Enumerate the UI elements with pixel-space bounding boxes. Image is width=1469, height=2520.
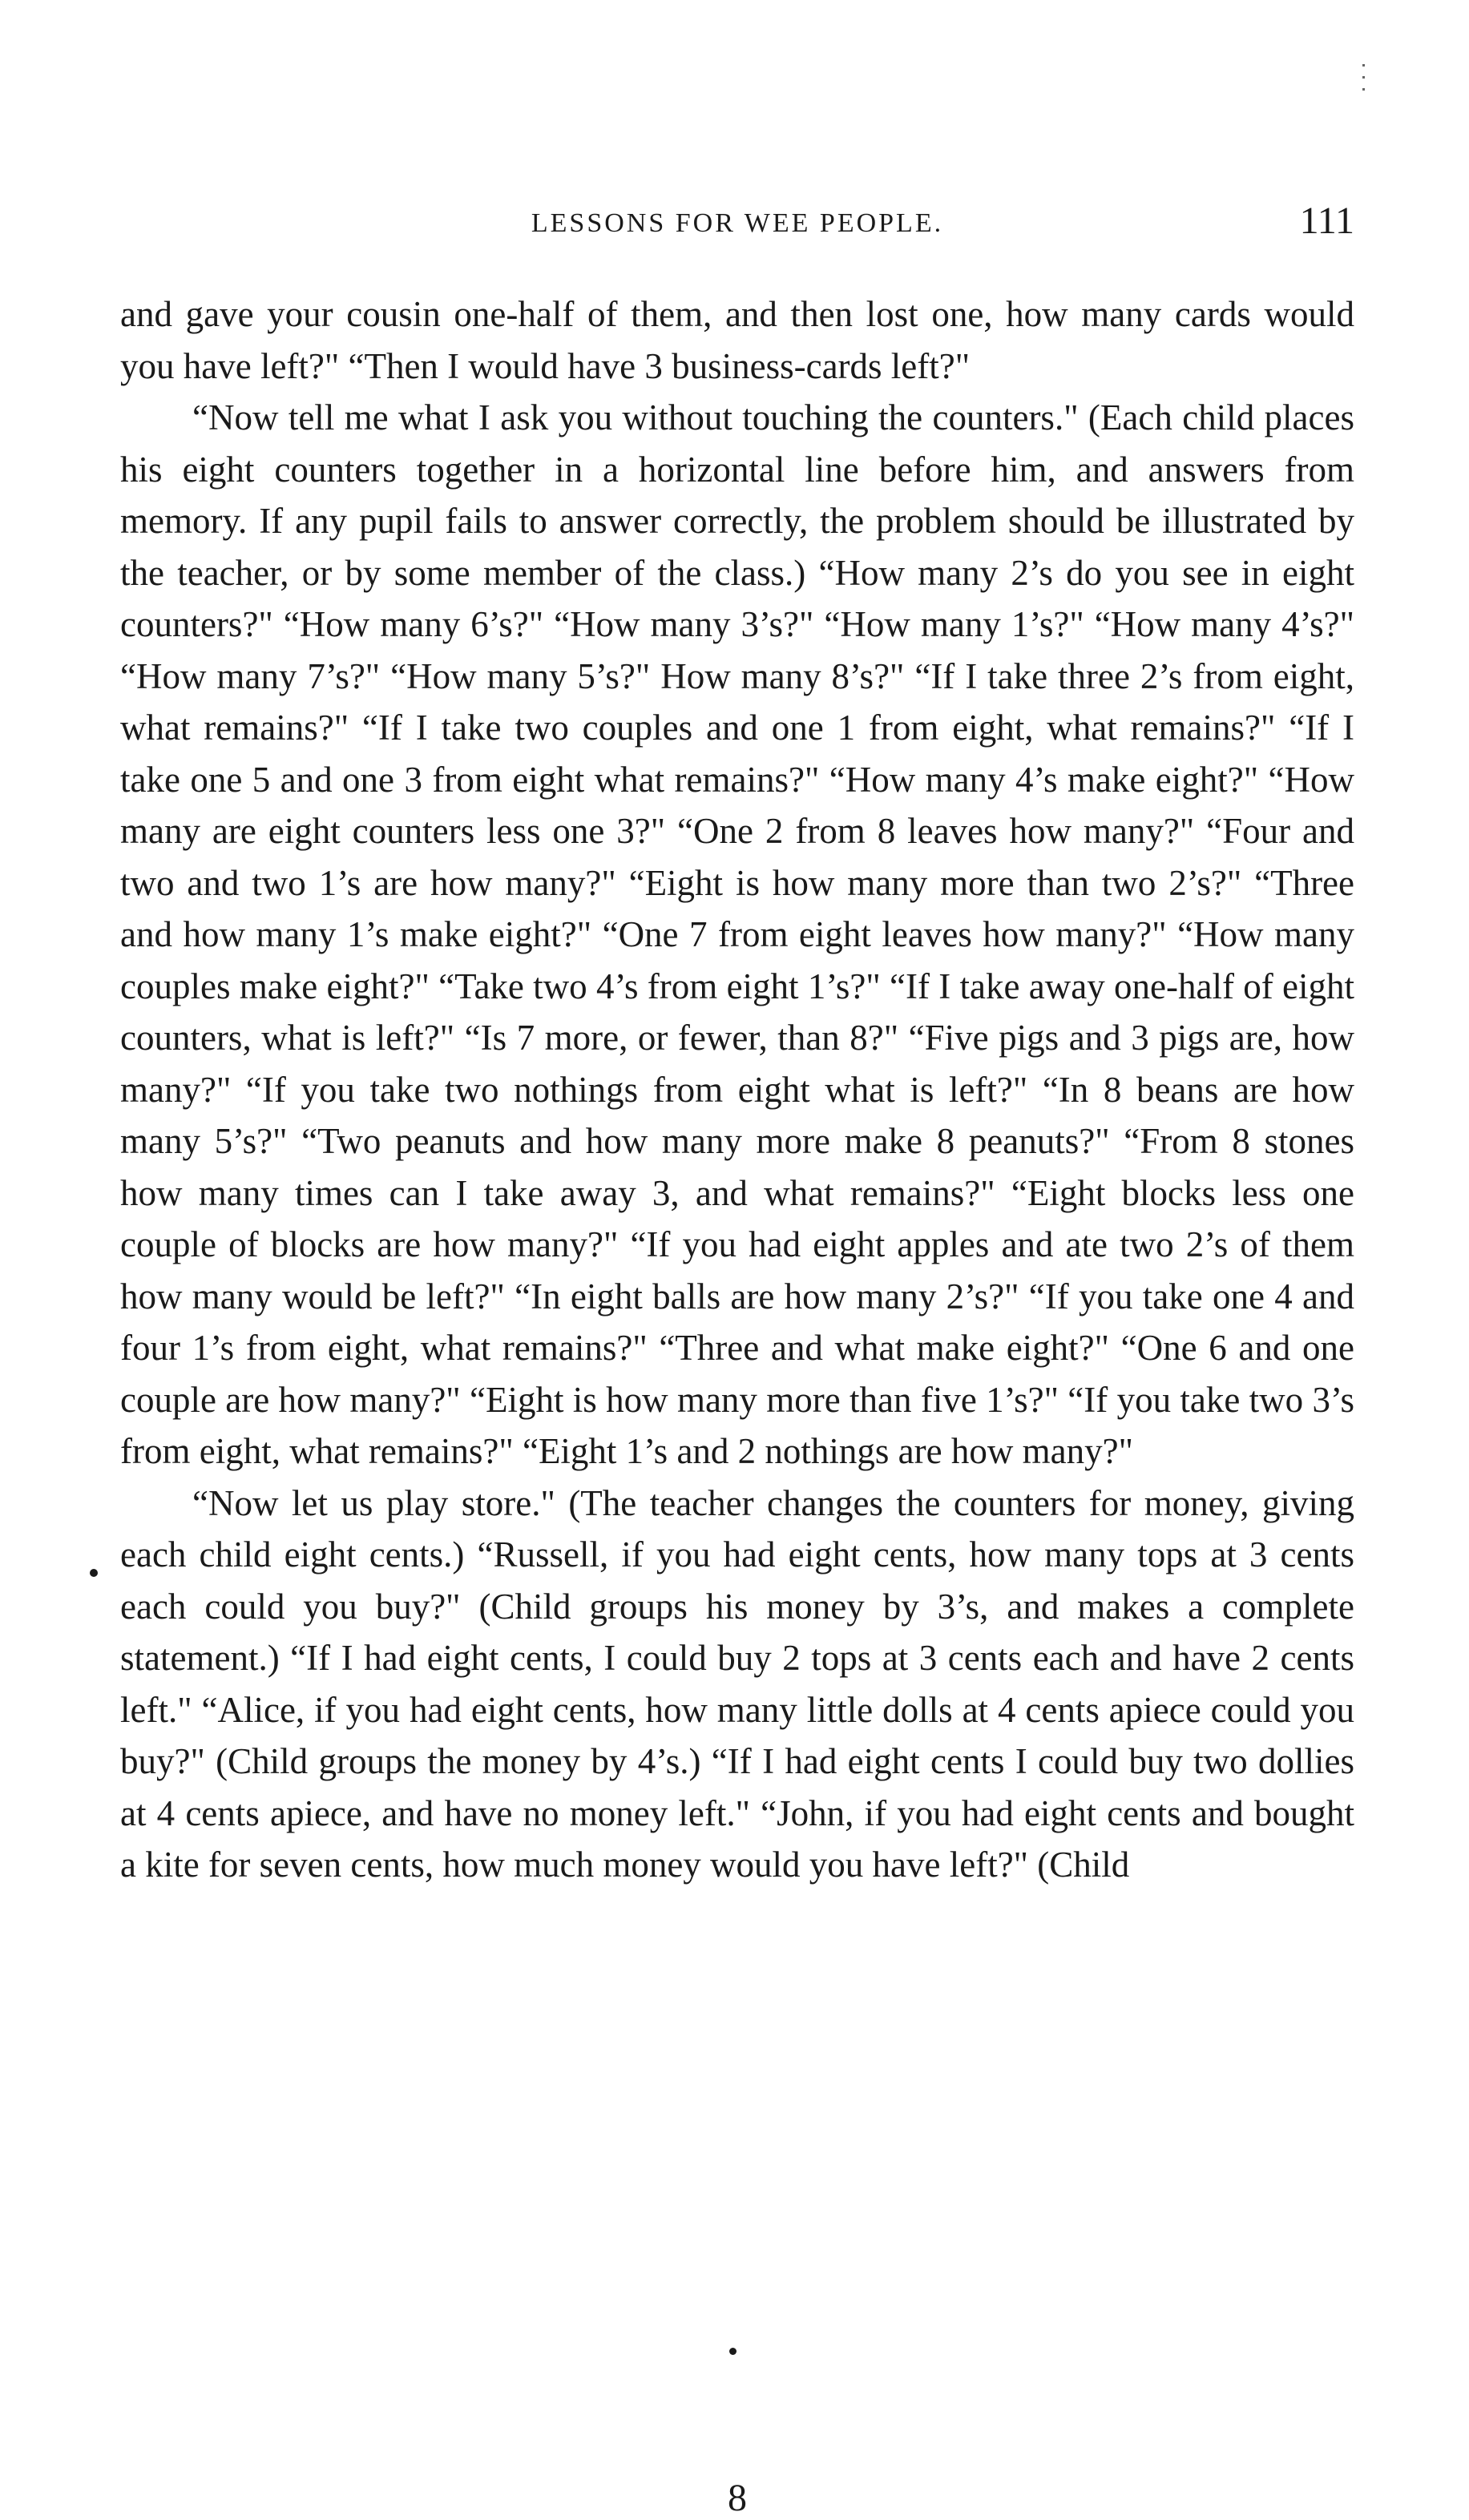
book-page xyxy=(120,192,1354,2519)
signature-mark: 8 xyxy=(728,2477,747,2519)
margin-dot xyxy=(90,1569,98,1577)
signature-dot xyxy=(729,2348,737,2355)
page-number: 111 xyxy=(1299,200,1354,242)
paragraph-continuation: and gave your cousin one-half of them, and then lost one, how many cards would you have left?" “Then I would have 3 business-cards left?" xyxy=(120,294,1354,386)
running-title: LESSONS FOR WEE PEOPLE. xyxy=(531,208,944,238)
paragraph-counters-questions: “Now tell me what I ask you without touching the counters." (Each child places his eight counters together in a horizontal line before him, and answers from memory. If any pupil fails to answer correctly, the problem should be illustrated by the teacher, or by some member of the class.) “How many 2’s do you see in eight counters?" “How many 6’s?" “How many 3’s?" “How many 1’s?" “How many 4’s?" “How many 7’s?" “How many 5’s?" How many 8’s?" “If I take three 2’s from eight, what remains?" “If I take two couples and one 1 from eight, what remains?" “If I take one 5 and one 3 from eight what remains?" “How many 4’s make eight?" “How many are eight counters less one 3?" “One 2 from 8 leaves how many?" “Four and two and two 1’s are how many?" “Eight is how many more than two 2’s?" “Three and how many 1’s make eight?" “One 7 from eight leaves how many?" “How many couples make eight?" “Take two 4’s from eight 1’s?" “If I take away one-half of eight counters, what is left?" “Is 7 more, or fewer, than 8?" “Five pigs and 3 pigs are, how many?" “If you take two nothings from eight what is left?" “In 8 beans are how many 5’s?" “Two peanuts and how many more make 8 peanuts?" “From 8 stones how many times can I take away 3, and what remains?" “Eight blocks less one couple of blocks are how many?" “If you had eight apples and ate two 2’s of them how many would be left?" “In eight balls are how many 2’s?" “If you take one 4 and four 1’s from eight, what remains?" “Three and what make eight?" “One 6 and one couple are how many?" “Eight is how many more than five 1’s?" “If you take two 3’s from eight, what remains?" “Eight 1’s and 2 nothings are how many?" xyxy=(120,397,1354,1471)
margin-specks xyxy=(1362,64,1365,100)
paragraph-play-store: “Now let us play store." (The teacher changes the counters for money, giving each child eight cents.) “Russell, if you had eight cents, how many tops at 3 cents each could you buy?" (Child groups his money by 3’s, and makes a complete statement.) “If I had eight cents, I could buy 2 tops at 3 cents each and have 2 cents left." “Alice, if you had eight cents, how many little dolls at 4 cents apiece could you buy?" (Child groups the money by 4’s.) “If I had eight cents I could buy two dollies at 4 cents apiece, and have no money left." “John, if you had eight cents and bought a kite for seven cents, how much money would you have left?" (Child xyxy=(120,1482,1354,1885)
running-head xyxy=(120,192,1354,256)
body-text xyxy=(120,288,1354,1891)
